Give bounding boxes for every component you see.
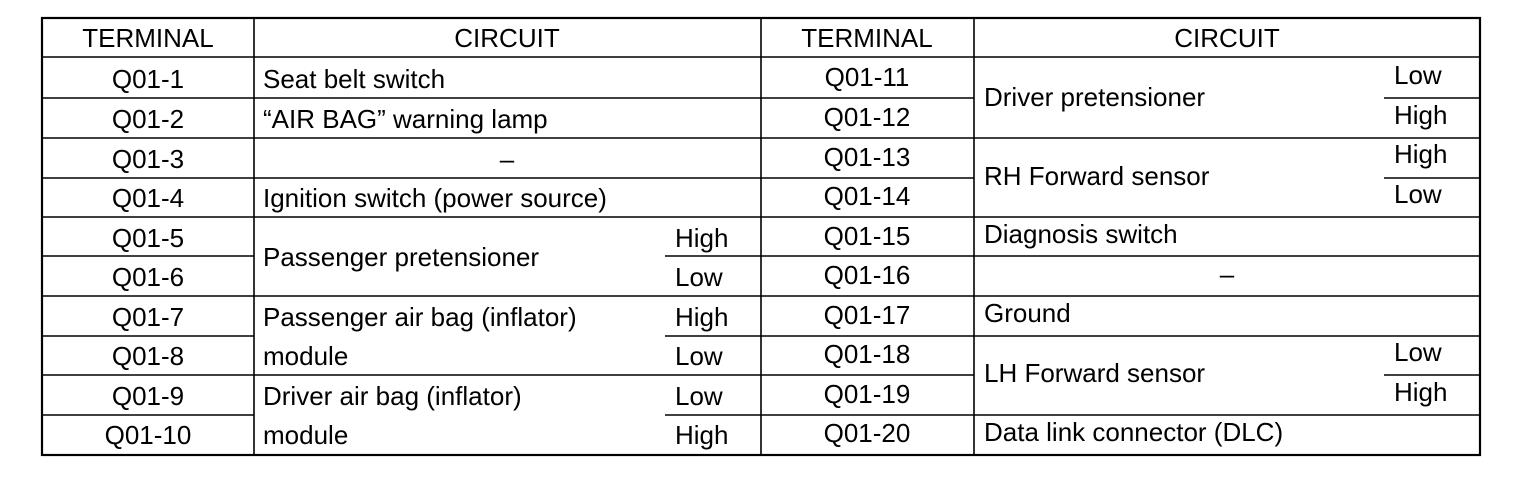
- circuit-cell: Ground: [984, 298, 1071, 328]
- terminal-cell: Q01-17: [823, 300, 911, 330]
- terminal-cell: Q01-11: [824, 62, 910, 92]
- level-cell: High: [675, 420, 729, 450]
- terminal-cell: Q01-13: [823, 142, 911, 172]
- level-cell: Low: [675, 341, 723, 371]
- circuit-cell: Driver air bag (inflator): [263, 381, 522, 411]
- terminal-cell: Q01-19: [823, 379, 911, 409]
- level-cell: High: [675, 302, 729, 332]
- header-circuit-right: CIRCUIT: [1174, 23, 1280, 53]
- terminal-cell: Q01-1: [111, 64, 185, 94]
- circuit-cell: Diagnosis switch: [984, 219, 1178, 249]
- circuit-cell: “AIR BAG” warning lamp: [263, 104, 548, 134]
- terminal-cell: Q01-8: [111, 341, 185, 371]
- circuit-cell: RH Forward sensor: [984, 161, 1210, 191]
- terminal-cell: Q01-6: [111, 262, 185, 292]
- terminal-cell: Q01-12: [823, 102, 911, 132]
- circuit-cell: Data link connector (DLC): [984, 417, 1284, 447]
- level-cell: Low: [1394, 179, 1442, 209]
- header-circuit-left: CIRCUIT: [454, 23, 560, 53]
- header-terminal-left: TERMINAL: [82, 23, 214, 53]
- terminal-cell: Q01-3: [111, 144, 185, 174]
- level-cell: Low: [1394, 60, 1442, 90]
- level-cell: Low: [675, 381, 723, 411]
- circuit-cell: module: [263, 341, 349, 371]
- level-cell: High: [1394, 100, 1448, 130]
- circuit-cell: Driver pretensioner: [984, 82, 1206, 112]
- terminal-cell: Q01-10: [104, 420, 192, 450]
- circuit-cell: Ignition switch (power source): [263, 183, 607, 213]
- circuit-cell-empty: –: [499, 144, 515, 174]
- terminal-cell: Q01-18: [823, 339, 911, 369]
- circuit-cell: module: [263, 420, 349, 450]
- terminal-cell: Q01-9: [111, 381, 185, 411]
- circuit-cell: LH Forward sensor: [984, 358, 1206, 388]
- level-cell: Low: [675, 262, 723, 292]
- circuit-cell: Passenger pretensioner: [263, 242, 540, 272]
- level-cell: High: [1394, 139, 1448, 169]
- level-cell: High: [675, 223, 729, 253]
- circuit-cell: Passenger air bag (inflator): [263, 302, 577, 332]
- terminal-cell: Q01-15: [823, 221, 911, 251]
- terminal-cell: Q01-20: [823, 418, 911, 448]
- terminal-cell: Q01-14: [823, 181, 911, 211]
- circuit-cell: Seat belt switch: [263, 64, 446, 94]
- terminal-cell: Q01-16: [823, 260, 911, 290]
- terminal-cell: Q01-5: [111, 223, 185, 253]
- level-cell: High: [1394, 377, 1448, 407]
- circuit-cell-empty: –: [1219, 259, 1235, 289]
- terminal-cell: Q01-7: [111, 302, 185, 332]
- level-cell: Low: [1394, 337, 1442, 367]
- terminal-cell: Q01-2: [111, 104, 185, 134]
- header-terminal-right: TERMINAL: [801, 23, 933, 53]
- terminal-cell: Q01-4: [111, 183, 185, 213]
